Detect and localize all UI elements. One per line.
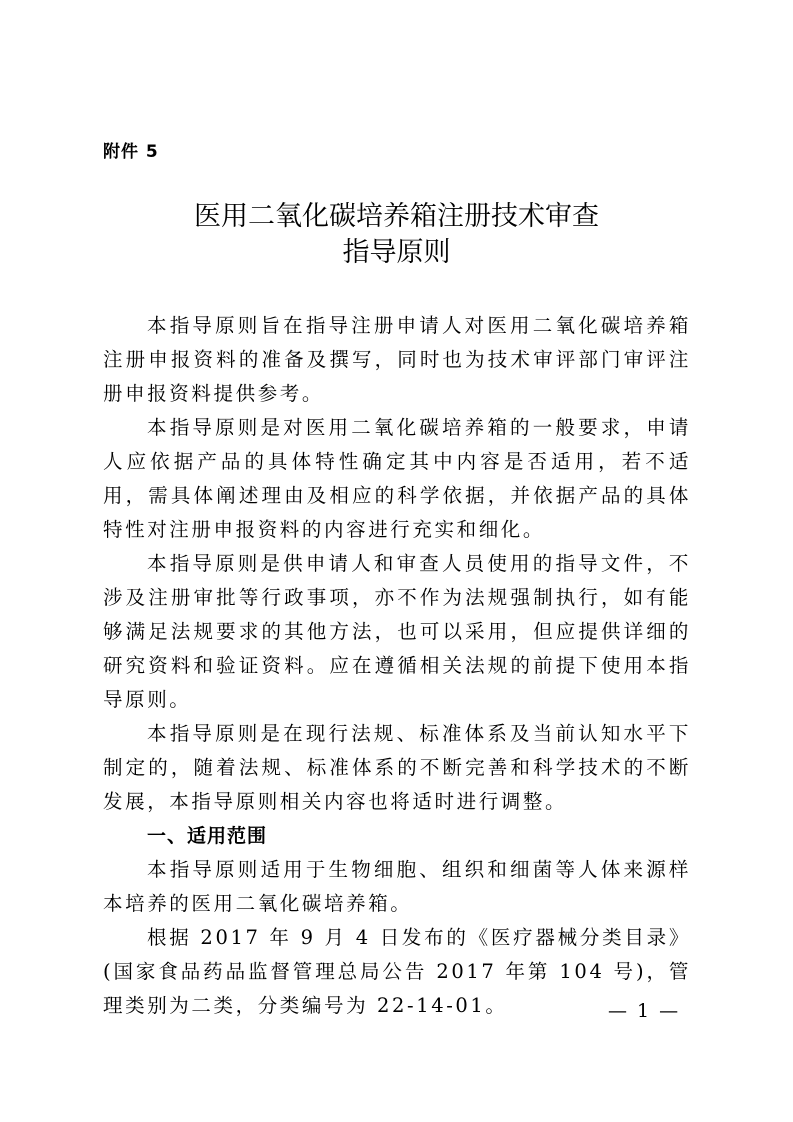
paragraph-purpose: 本指导原则旨在指导注册申请人对医用二氧化碳培养箱注册申报资料的准备及撰写，同时也为技术审评部门审评注册申报资料提供参考。 xyxy=(103,314,691,405)
paragraph-scope: 本指导原则适用于生物细胞、组织和细菌等人体来源样本培养的医用二氧化碳培养箱。 xyxy=(103,858,691,915)
paragraph-general-requirements: 本指导原则是对医用二氧化碳培养箱的一般要求，申请人应依据产品的具体特性确定其中内容是否适用，若不适用，需具体阐述理由及相应的科学依据，并依据产品的具体特性对注册申报资料的内容进行充实和细化。 xyxy=(103,416,691,541)
paragraph-usage: 本指导原则是供申请人和审查人员使用的指导文件，不涉及注册审批等行政事项，亦不作为法规强制执行，如有能够满足法规要求的其他方法，也可以采用，但应提供详细的研究资料和验证资料。应在遵循相关法规的前提下使用本指导原则。 xyxy=(103,552,691,711)
document-title-line2: 指导原则 xyxy=(342,237,451,268)
attachment-label: 附件 5 xyxy=(103,142,159,162)
document-body xyxy=(103,309,691,1023)
paragraph-adjustment: 本指导原则是在现行法规、标准体系及当前认知水平下制定的，随着法规、标准体系的不断完善和科学技术的不断发展，本指导原则相关内容也将适时进行调整。 xyxy=(103,722,691,813)
section-heading-scope: 一、适用范围 xyxy=(147,825,268,847)
document-title-line1: 医用二氧化碳培养箱注册技术审查 xyxy=(194,201,599,232)
paragraph-classification: 根据 2017 年 9 月 4 日发布的《医疗器械分类目录》(国家食品药品监督管理总局公告 2017 年第 104 号)，管理类别为二类，分类编号为 22-14-01。 xyxy=(103,926,691,1017)
page-number: — 1 — xyxy=(608,1000,681,1022)
